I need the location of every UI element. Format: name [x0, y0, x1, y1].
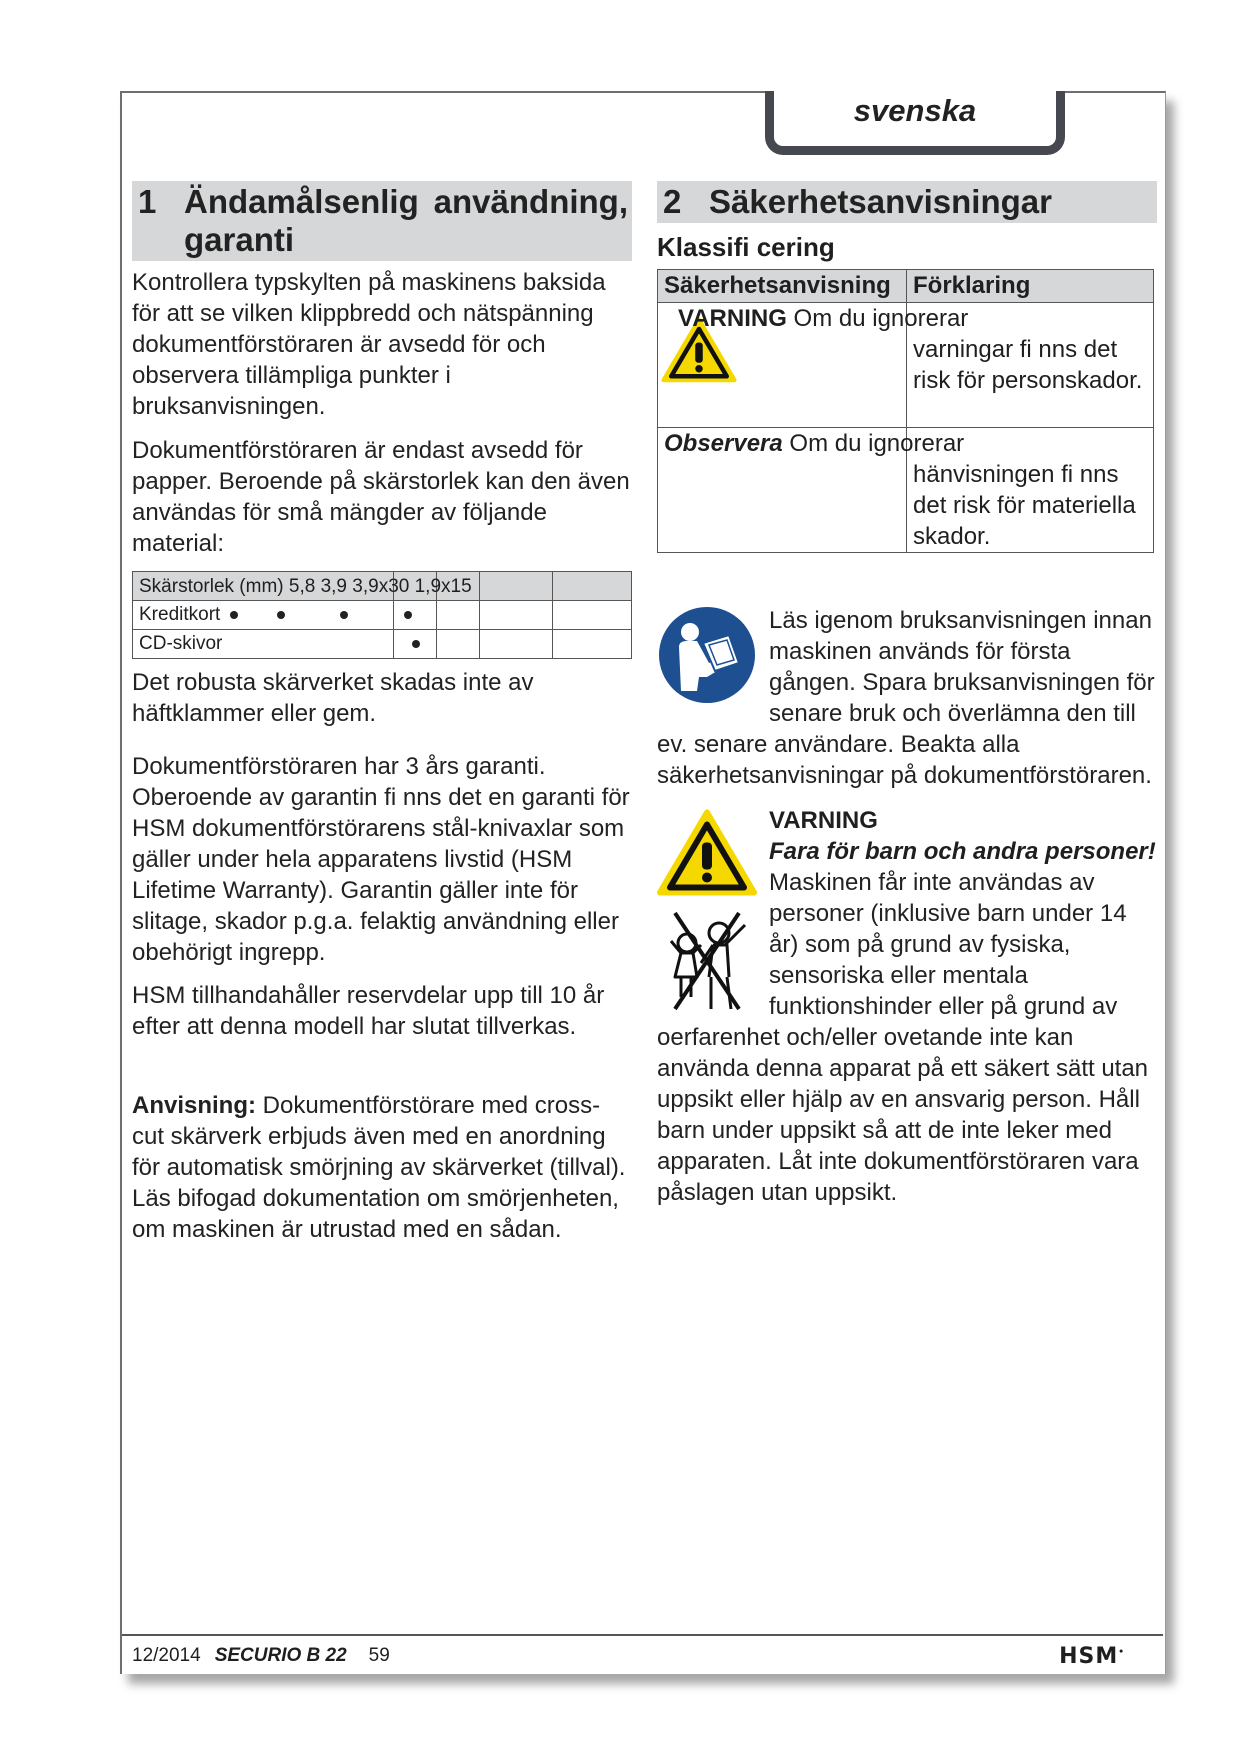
classification-heading: Klassifi cering [657, 232, 835, 262]
hsm-logo: HSM• [1059, 1644, 1125, 1669]
mark-icon [340, 611, 348, 619]
warning-title: VARNING [769, 807, 878, 834]
mark-icon [277, 611, 285, 619]
read-manual-text: Läs igenom bruksanvisningen innan maskinen används för första gången. Spara bruksanvisningen för senare bruk och överlämna den till ev. senare användare. Beakta alla säkerhetsanvisningar på dokumentförstöraren. [657, 607, 1155, 789]
footer-date: 12/2014 [132, 1645, 201, 1666]
section-1 [132, 181, 632, 1245]
paragraph-note: Anvisning: Dokumentförstörare med cross-cut skärverk erbjuds även med en anordning för automatisk smörjning av skärverket (tillval). Läs bifogad dokumentation om smörjenheten, om maskinen är utrustad med en sådan. [132, 1092, 626, 1243]
mark-icon [230, 611, 238, 619]
explanation-text: varningar fi nns det risk för personskador. [913, 336, 1143, 394]
section-number: 1 [138, 183, 157, 220]
column-header: Förklaring [907, 270, 1154, 303]
footer-model: SECURIO B 22 [214, 1645, 347, 1666]
read-manual-icon [657, 605, 757, 705]
footer-divider [122, 1634, 1163, 1636]
paragraph-robust: Det robusta skärverket skadas inte av häftklammer eller gem. [132, 669, 534, 727]
mark-icon [412, 640, 420, 648]
table-header-cell: Skärstorlek (mm) 5,8 3,9 3,9x30 1,9x15 [133, 572, 394, 601]
paragraph-spare-parts: HSM tillhandahåller reservdelar upp till 10 år efter att denna modell har slutat tillverkas. [132, 982, 605, 1040]
section-1-heading [132, 181, 632, 261]
column-header: Säkerhetsanvisning [658, 270, 907, 303]
paragraph-typeplate: Kontrollera typskylten på maskinens baksida för att se vilken klippbredd och nätspänning dokumentförstöraren är avsedd för och observera tillämpliga punkter i bruksanvisningen. [132, 269, 606, 420]
safety-classification-table [657, 269, 1154, 553]
child-warning-block [657, 805, 1157, 1208]
manual-page [120, 91, 1166, 1674]
paragraph-materials: Dokumentförstöraren är endast avsedd för papper. Beroende på skärstorlek kan den även användas för små mängder av följande material: [132, 437, 630, 557]
table-row: Observera Om du ignorerar hänvisningen fi nns det risk för materiella skador. [658, 428, 1154, 553]
notice-label: Observera [664, 430, 783, 457]
warning-text: Maskinen får inte användas av personer (inklusive barn under 14 år) som på grund av fysiska, sensoriska eller mentala funktionshinder eller på grund av oerfarenhet och/eller ovetande inte kan använda denna apparat på ett säkert sätt utan uppsikt eller hjälp av en ansvarig person. Håll barn under uppsikt så att de inte leker med apparaten. Låt inte dokumentförstöraren vara påslagen utan uppsikt. [657, 869, 1149, 1206]
table-row [133, 601, 632, 630]
warning-subtitle: Fara för barn och andra personer! [769, 838, 1156, 865]
section-number: 2 [663, 183, 682, 220]
language-label: svenska [853, 93, 977, 128]
read-manual-block [657, 605, 1157, 791]
table-header-row [658, 270, 1154, 303]
mark-icon [404, 611, 412, 619]
row-label: Kreditkort [139, 604, 221, 625]
page-footer [132, 1645, 390, 1667]
note-label: Anvisning: [132, 1092, 256, 1119]
section-2 [657, 181, 1157, 1208]
section-title: Säkerhetsanvisningar [709, 183, 1052, 220]
no-children-icon [657, 905, 757, 1017]
cut-size-table [132, 571, 632, 659]
row-label: CD-skivor [139, 633, 223, 654]
explanation-text: hänvisningen fi nns det risk för materiella skador. [913, 461, 1136, 550]
language-tab [765, 91, 1065, 155]
warning-label: VARNING [678, 305, 787, 332]
table-header-row [133, 572, 632, 601]
section-title: Ändamålsenlig användning, garanti [184, 183, 628, 258]
table-row [133, 630, 632, 659]
table-row: VARNING Om du ignorerar varningar fi nns det risk för personskador. [658, 303, 1154, 428]
page-number: 59 [368, 1645, 390, 1666]
section-2-heading [657, 181, 1157, 223]
paragraph-warranty: Dokumentförstöraren har 3 års garanti. Oberoende av garantin fi nns det en garanti för HSM dokumentförstörarens stål-knivaxlar som gäller under hela apparatens livstid (HSM Lifetime Warranty). Garantin gäller inte för slitage, skador p.g.a. felaktig användning eller obehörigt ingrepp. [132, 753, 630, 966]
warning-triangle-icon [657, 805, 757, 900]
